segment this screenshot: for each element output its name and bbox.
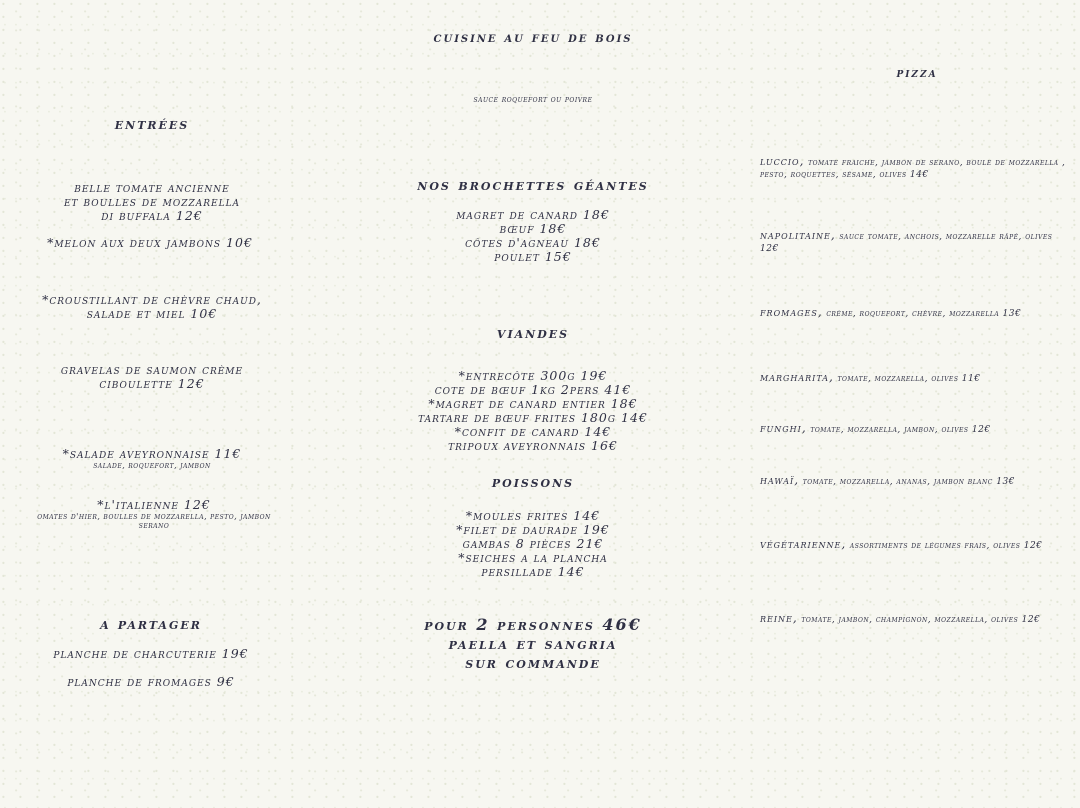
pizza-name: luccio, [760,154,805,168]
viande-item: *magret de canard entier 18€ [428,396,638,411]
brochettes-list [456,208,610,264]
viandes-list [418,369,648,453]
brochettes-heading: nos brochettes géantes [417,175,649,194]
viande-item: cote de bœuf 1kg 2pers 41€ [434,382,632,397]
pizza-item [760,423,1072,436]
special-line: sur commande [465,653,601,672]
viande-item: tripoux aveyronnais 16€ [448,438,618,453]
brochette-item: magret de canard 18€ [456,207,610,222]
entree-item-gravelas [61,363,243,391]
poisson-item: *moules frites 14€ [465,508,601,523]
entree-line: di buffala 12€ [101,208,203,223]
pizza-desc: tomate, jambon, champignon, mozzarella, olives 12€ [801,615,1041,625]
special-line: pour 2 personnes 46€ [424,615,642,634]
entree-item-tomate [64,181,240,223]
entree-line: *melon aux deux jambons 10€ [47,235,253,250]
menu-title: cuisine au feu de bois [433,30,633,46]
entree-line: ciboulette 12€ [99,376,205,391]
partager-item: planche de fromages 9€ [67,674,235,689]
pizza-item [760,156,1072,181]
special-line: paella et sangria [448,634,618,653]
pizza-item [760,230,1072,255]
viande-item: tartare de bœuf frites 180g 14€ [418,410,648,425]
pizza-name: reine, [760,611,798,625]
entree-subline: salade, roquefort, jambon [93,461,211,470]
entree-subline: omates d'hier, boulles de mozzarella, pesto, jambon [37,512,271,521]
pizza-item [760,613,1072,626]
entree-item-aveyronnaise [63,447,242,470]
entree-line: et boulles de mozzarella [63,194,241,209]
pizza-item [760,372,1072,385]
pizza-desc: sauce tomate, anchois, mozzarelle râpé, olives 12€ [760,232,1053,254]
entree-line: salade et miel 10€ [86,306,218,321]
pizza-name: végétarienne, [760,537,847,551]
pizza-desc: tomate, mozzarella, jambon, olives 12€ [810,425,991,435]
pizza-name: funghi, [760,421,807,435]
entree-item-melon [47,236,253,250]
poissons-list [456,509,610,579]
entrees-heading: entrées [114,115,190,133]
poisson-item: gambas 8 pièces 21€ [462,536,604,551]
entree-item-italienne [37,498,271,530]
viandes-heading: viandes [496,323,570,342]
pizza-desc: tomate, mozzarella, ananas, jambon blanc 13€ [802,477,1015,487]
pizza-heading: pizza [896,66,938,81]
entree-line: belle tomate ancienne [74,180,230,195]
partager-heading: a partager [100,615,202,633]
pizza-name: napolitaine, [760,228,836,242]
entree-subline: serano [138,521,170,530]
entree-line: *croustillant de chèvre chaud, [42,292,262,307]
pizza-desc: assortiments de légumes frais, olives 12€ [849,541,1043,551]
poisson-item: *seiches a la plancha [458,550,608,565]
pizza-name: margharita, [760,370,834,384]
entree-line: *salade aveyronnaise 11€ [62,446,242,461]
viande-item: *entrecôte 300g 19€ [458,368,608,383]
pizza-name: fromages, [760,305,823,319]
poisson-item: *filet de daurade 19€ [456,522,610,537]
entree-line: gravelas de saumon crème [60,362,244,377]
pizza-item [760,539,1072,552]
entree-item-chevre [42,293,262,321]
sauce-note: sauce roquefort ou poivre [473,95,593,105]
viande-item: *confit de canard 14€ [454,424,612,439]
poisson-item: persillade 14€ [481,564,585,579]
brochette-item: poulet 15€ [494,249,572,264]
pizza-item [760,475,1072,488]
pizza-item [760,307,1072,320]
pizza-desc: tomate, mozzarella, olives 11€ [837,374,981,384]
entree-line: *l'italienne 12€ [97,497,211,512]
pizza-desc: crème, roquefort, chèvre, mozzarella 13€ [826,309,1022,319]
pizza-name: hawaï, [760,473,800,487]
special-offer [424,615,642,672]
partager-item: planche de charcuterie 19€ [53,646,249,661]
brochette-item: bœuf 18€ [499,221,567,236]
pizza-desc: tomate fraiche, jambon de serano, boule de mozzarella , pesto, roquettes, sésame, olives 14€ [760,158,1066,180]
poissons-heading: poissons [491,473,575,491]
brochette-item: côtes d'agneau 18€ [465,235,601,250]
